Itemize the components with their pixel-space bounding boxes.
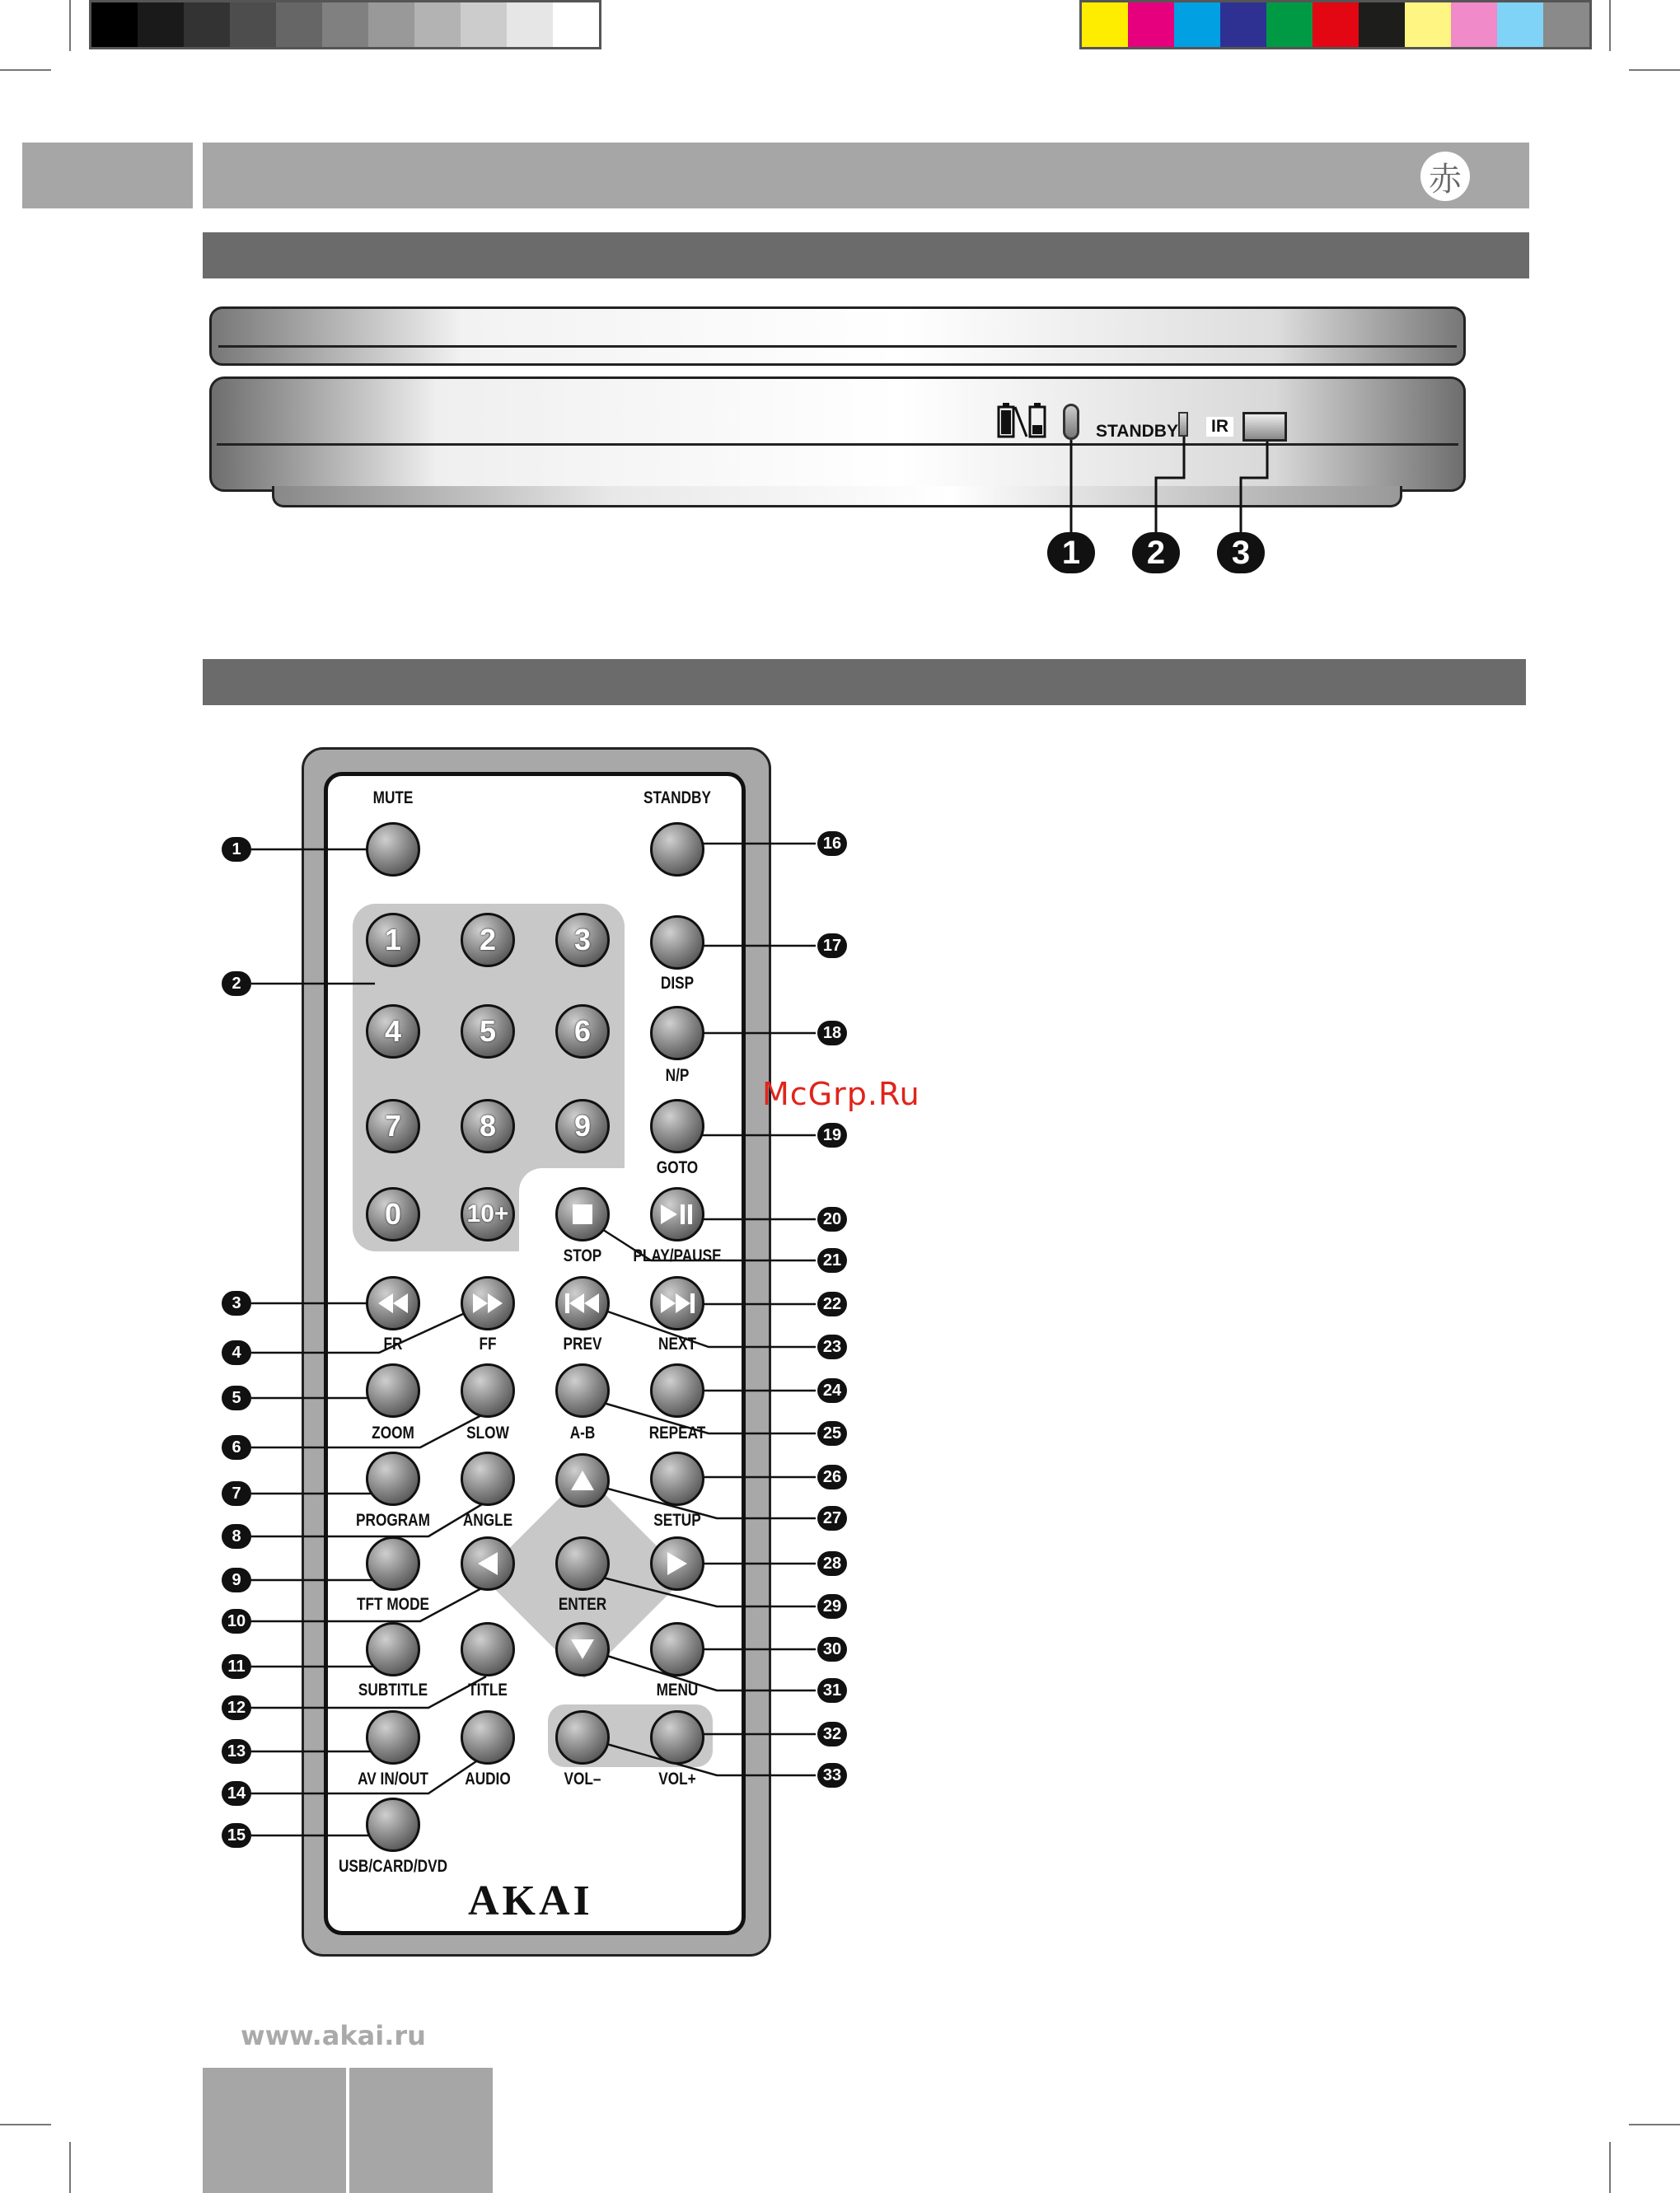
digit-7-button[interactable]: 7: [366, 1099, 420, 1153]
standby-label: STANDBY: [1096, 422, 1178, 441]
stop-label: STOP: [563, 1246, 602, 1265]
akai-brand-logo: AKAI: [468, 1877, 593, 1924]
remote-callout-5: 5: [222, 1386, 251, 1410]
disp-button[interactable]: [650, 915, 704, 970]
nav-right-button[interactable]: [650, 1536, 704, 1591]
play-pause-button[interactable]: [650, 1187, 704, 1241]
front-panel-callout-2: 2: [1132, 532, 1180, 573]
remote-callout-3: 3: [222, 1291, 251, 1316]
np-label: N/P: [665, 1066, 690, 1085]
enter-label: ENTER: [558, 1595, 607, 1614]
remote-callout-21: 21: [817, 1248, 847, 1273]
av-in-out-label: AV IN/OUT: [358, 1770, 428, 1789]
remote-callout-25: 25: [817, 1421, 847, 1446]
menu-label: MENU: [656, 1681, 699, 1700]
stop-button[interactable]: [555, 1187, 610, 1241]
tft-mode-label: TFT MODE: [356, 1595, 430, 1614]
play-pause-icon: [659, 1203, 695, 1226]
arrow-right-icon: [667, 1551, 688, 1576]
brand-logo-icon: 赤: [1420, 152, 1470, 201]
digit-3-button[interactable]: 3: [555, 913, 610, 967]
angle-label: ANGLE: [462, 1511, 513, 1530]
remote-callout-2: 2: [222, 971, 251, 996]
remote-callout-9: 9: [222, 1568, 251, 1592]
program-label: PROGRAM: [356, 1511, 430, 1530]
front-panel-callout-1: 1: [1047, 532, 1095, 573]
skip-back-icon: [564, 1293, 601, 1314]
fast-rewind-button[interactable]: [366, 1276, 420, 1330]
remote-callout-8: 8: [222, 1524, 251, 1549]
title-label: TITLE: [468, 1681, 508, 1700]
remote-callout-14: 14: [222, 1781, 251, 1806]
remote-callout-17: 17: [817, 933, 847, 958]
goto-button[interactable]: [650, 1099, 704, 1153]
remote-callout-13: 13: [222, 1739, 251, 1764]
remote-callout-6: 6: [222, 1435, 251, 1460]
website-url: www.akai.ru: [241, 2020, 426, 2051]
remote-callout-24: 24: [817, 1378, 847, 1403]
remote-callout-4: 4: [222, 1340, 251, 1365]
np-button[interactable]: [650, 1006, 704, 1060]
fast-forward-icon: [471, 1293, 504, 1314]
vol-plus-label: VOL+: [658, 1770, 696, 1789]
remote-callout-18: 18: [817, 1021, 847, 1045]
prev-button[interactable]: [555, 1276, 610, 1330]
title-button[interactable]: [461, 1622, 515, 1676]
subtitle-button[interactable]: [366, 1622, 420, 1676]
nav-left-button[interactable]: [461, 1536, 515, 1591]
angle-button[interactable]: [461, 1452, 515, 1506]
digit-2-button[interactable]: 2: [461, 913, 515, 967]
ab-repeat-button[interactable]: [555, 1363, 610, 1418]
disp-label: DISP: [660, 974, 695, 993]
remote-callout-11: 11: [222, 1654, 251, 1679]
menu-button[interactable]: [650, 1622, 704, 1676]
digit-0-button[interactable]: 0: [366, 1187, 420, 1241]
remote-callout-26: 26: [817, 1465, 847, 1489]
digit-1-button[interactable]: 1: [366, 913, 420, 967]
usb-card-dvd-button[interactable]: [366, 1798, 420, 1852]
setup-button[interactable]: [650, 1452, 704, 1506]
next-button[interactable]: [650, 1276, 704, 1330]
ir-label: IR: [1206, 417, 1233, 437]
footer-page-box: [349, 2068, 493, 2193]
remote-callout-31: 31: [817, 1678, 847, 1703]
remote-callout-15: 15: [222, 1823, 251, 1848]
remote-callout-22: 22: [817, 1292, 847, 1316]
slow-button[interactable]: [461, 1363, 515, 1418]
remote-callout-23: 23: [817, 1335, 847, 1359]
skip-forward-icon: [659, 1293, 695, 1314]
arrow-down-icon: [570, 1639, 595, 1660]
remote-callout-30: 30: [817, 1637, 847, 1662]
av-in-out-button[interactable]: [366, 1710, 420, 1765]
arrow-left-icon: [477, 1551, 498, 1576]
play-pause-label: PLAY/PAUSE: [633, 1246, 722, 1265]
digit-10plus-button[interactable]: 10+: [461, 1187, 515, 1241]
program-button[interactable]: [366, 1452, 420, 1506]
slow-label: SLOW: [466, 1424, 509, 1443]
mute-button[interactable]: [366, 822, 420, 877]
fr-label: FR: [383, 1335, 403, 1354]
digit-4-button[interactable]: 4: [366, 1004, 420, 1059]
remote-callout-12: 12: [222, 1695, 251, 1720]
digit-6-button[interactable]: 6: [555, 1004, 610, 1059]
zoom-label: ZOOM: [372, 1424, 414, 1443]
next-label: NEXT: [658, 1335, 696, 1354]
rewind-icon: [377, 1293, 409, 1314]
repeat-button[interactable]: [650, 1363, 704, 1418]
front-panel-callout-3: 3: [1217, 532, 1265, 573]
standby-label: STANDBY: [643, 788, 711, 807]
remote-callout-20: 20: [817, 1207, 847, 1232]
arrow-up-icon: [570, 1470, 595, 1491]
remote-callout-7: 7: [222, 1481, 251, 1506]
volume-up-button[interactable]: [650, 1710, 704, 1765]
ff-label: FF: [479, 1335, 497, 1354]
subtitle-label: SUBTITLE: [358, 1681, 428, 1700]
usb-card-dvd-label: USB/CARD/DVD: [338, 1857, 448, 1876]
audio-label: AUDIO: [465, 1770, 511, 1789]
zoom-button[interactable]: [366, 1363, 420, 1418]
enter-button[interactable]: [555, 1536, 610, 1591]
digit-9-button[interactable]: 9: [555, 1099, 610, 1153]
volume-down-button[interactable]: [555, 1710, 610, 1765]
remote-callout-19: 19: [817, 1123, 847, 1148]
tft-mode-button[interactable]: [366, 1536, 420, 1591]
remote-callout-33: 33: [817, 1763, 847, 1788]
audio-button[interactable]: [461, 1710, 515, 1765]
stop-icon: [573, 1204, 592, 1224]
digit-5-button[interactable]: 5: [461, 1004, 515, 1059]
goto-label: GOTO: [656, 1158, 699, 1177]
mute-label: MUTE: [372, 788, 414, 807]
vol-minus-label: VOL–: [564, 1770, 601, 1789]
footer-page-box: [203, 2068, 346, 2193]
setup-label: SETUP: [653, 1511, 701, 1530]
remote-callout-16: 16: [817, 831, 847, 856]
remote-callout-28: 28: [817, 1551, 847, 1576]
nav-down-button[interactable]: [555, 1622, 610, 1676]
remote-callout-1: 1: [222, 837, 251, 862]
remote-callout-29: 29: [817, 1594, 847, 1619]
nav-up-button[interactable]: [555, 1453, 610, 1508]
ab-label: A-B: [569, 1424, 596, 1443]
fast-forward-button[interactable]: [461, 1276, 515, 1330]
remote-callout-27: 27: [817, 1506, 847, 1531]
remote-callout-32: 32: [817, 1722, 847, 1746]
repeat-label: REPEAT: [648, 1424, 706, 1443]
remote-callout-10: 10: [222, 1609, 251, 1634]
watermark-text: McGrp.Ru: [762, 1076, 920, 1112]
standby-button[interactable]: [650, 822, 704, 877]
prev-label: PREV: [563, 1335, 602, 1354]
digit-8-button[interactable]: 8: [461, 1099, 515, 1153]
